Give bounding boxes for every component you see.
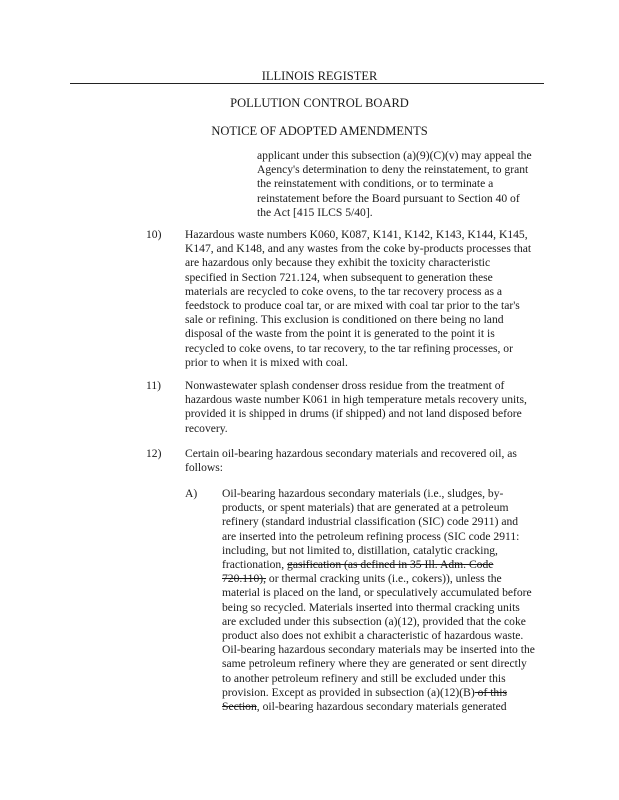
text-line: applicant under this subsection (a)(9)(C)(v) may appeal the: [257, 149, 532, 162]
item-10-number: 10): [146, 228, 162, 241]
struck-text: gasification (as defined in 35 Ill. Adm. Code: [287, 558, 494, 572]
text-line: [222, 700, 535, 714]
text-line: Nonwastewater splash condenser dross residue from the treatment of: [185, 379, 505, 392]
item-a-letter: A): [185, 487, 198, 500]
item-12-number: 12): [146, 447, 162, 460]
continuation-paragraph: [257, 149, 532, 220]
text-line: product also does not exhibit a characteristic of hazardous waste.: [222, 629, 524, 643]
text-line: including, but not limited to, distillation, catalytic cracking,: [222, 543, 498, 557]
text-fragment: or thermal cracking units (i.e., cokers)), unless the: [266, 572, 502, 586]
text-line: to another petroleum refinery and still be excluded under this: [222, 671, 506, 685]
notice-title: NOTICE OF ADOPTED AMENDMENTS: [211, 124, 428, 138]
text-line: same petroleum refinery where they are generated or sent directly: [222, 657, 527, 671]
text-line: Hazardous waste numbers K060, K087, K141, K142, K143, K144, K145,: [185, 228, 528, 241]
text-fragment: , oil-bearing hazardous secondary materials generated: [256, 700, 507, 714]
text-line: hazardous waste number K061 in high temperature metals recovery units,: [185, 393, 527, 407]
struck-text: Section: [222, 700, 257, 714]
item-10-text: [185, 228, 531, 370]
text-line: Agency's determination to deny the reinstatement, to grant: [257, 163, 529, 177]
text-line: recycled to coke ovens, to tar recovery, to the tar refining processes, or: [185, 341, 513, 355]
text-line: Certain oil-bearing hazardous secondary materials and recovered oil, as: [185, 447, 517, 460]
text-line: specified in Section 721.124, when subsequent to generation these: [185, 270, 493, 284]
text-line: [222, 686, 535, 700]
item-11-number: 11): [146, 379, 162, 392]
text-line: sale or refining. This exclusion is conditioned on there being no land: [185, 313, 504, 327]
text-line: [222, 558, 535, 572]
text-line: are hazardous only because they exhibit the toxicity characteristic: [185, 256, 491, 270]
text-fragment: fractionation,: [222, 558, 288, 572]
item-a-text: [222, 487, 535, 714]
text-line: prior to when it is mixed with coal.: [185, 355, 348, 369]
text-line: material is placed on the land, or speculatively accumulated before: [222, 586, 532, 600]
text-line: being so recycled. Materials inserted into thermal cracking units: [222, 600, 520, 614]
text-line: follows:: [185, 461, 224, 475]
text-line: reinstatement before the Board pursuant to Section 40 of: [257, 191, 520, 205]
text-line: provided it is shipped in drums (if shipped) and not land disposed before: [185, 407, 522, 421]
text-line: K147, and K148, and any wastes from the coke by-products processes that: [185, 242, 532, 256]
struck-text: of this: [474, 685, 507, 699]
item-11-text: [185, 379, 527, 436]
text-line: materials are recycled to coke ovens, to the tar recovery process as a: [185, 284, 503, 298]
text-line: Oil-bearing hazardous secondary materials (i.e., sludges, by-: [222, 487, 504, 500]
text-line: products, or spent materials) that are generated at a petroleum: [222, 501, 509, 515]
header-rule: [70, 83, 544, 84]
text-line: the reinstatement with conditions, or to terminate a: [257, 177, 494, 191]
struck-text: 720.110),: [222, 572, 267, 586]
text-line: the Act [415 ILCS 5/40].: [257, 205, 373, 219]
text-line: Oil-bearing hazardous secondary materials may be inserted into the: [222, 643, 535, 657]
text-line: [222, 572, 535, 586]
text-line: feedstock to produce coal tar, or are mixed with coal tar prior to the tar's: [185, 299, 520, 313]
text-line: recovery.: [185, 421, 228, 435]
text-fragment: provision. Except as provided in subsection (a)(12)(B): [222, 685, 475, 699]
text-line: are excluded under this subsection (a)(12), provided that the coke: [222, 614, 526, 628]
text-line: are inserted into the petroleum refining process (SIC code 2911:: [222, 529, 520, 543]
text-line: disposal of the waste from the point it is generated to the point it is: [185, 327, 495, 341]
text-line: refinery (standard industrial classification (SIC) code 2911) and: [222, 515, 519, 529]
register-title: ILLINOIS REGISTER: [261, 69, 378, 83]
item-12-text: [185, 447, 517, 475]
board-title: POLLUTION CONTROL BOARD: [230, 96, 409, 110]
